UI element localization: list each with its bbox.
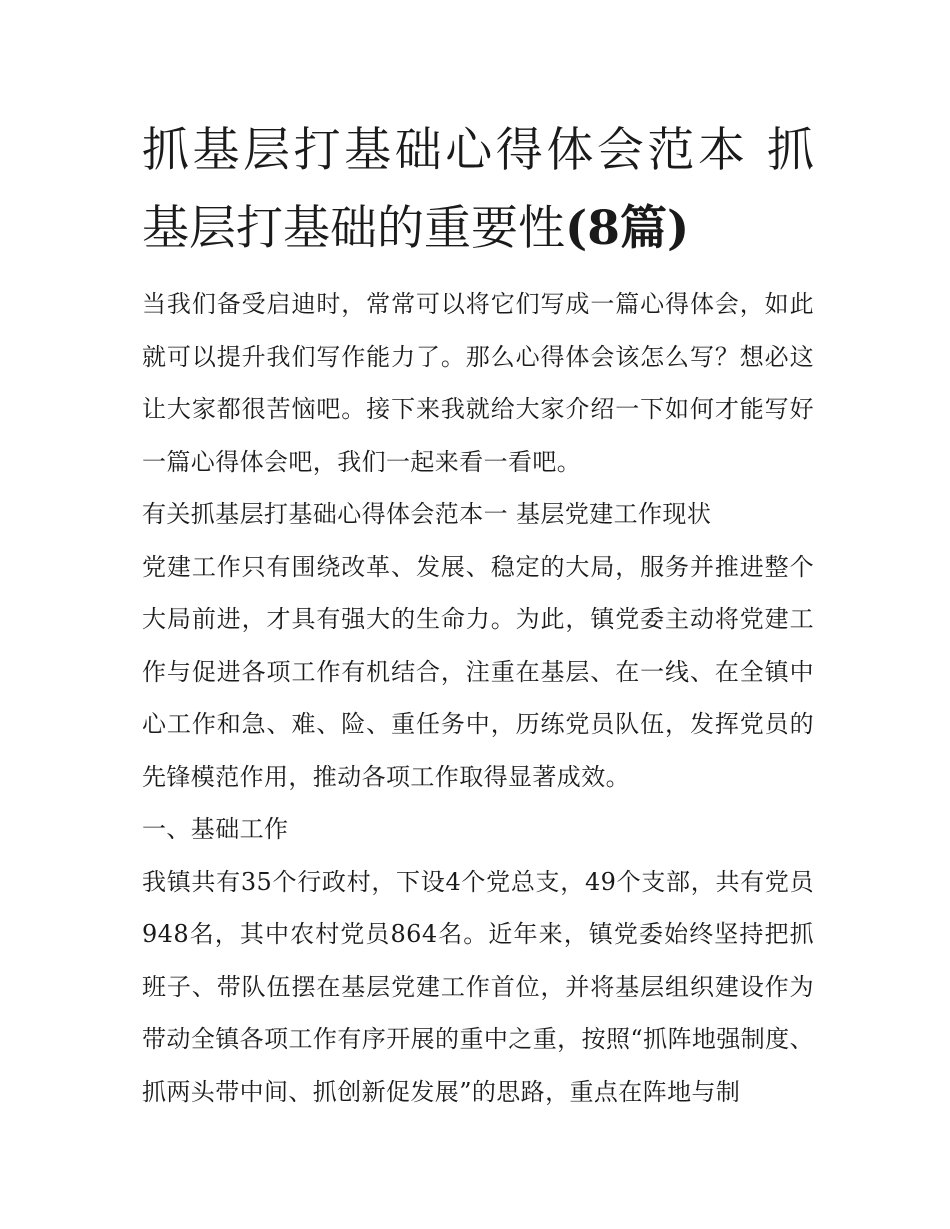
body-paragraph: 党建工作只有围绕改革、发展、稳定的大局，服务并推进整个大局前进，才具有强大的生命力。为此，镇党委主动将党建工作与促进各项工作有机结合，注重在基层、在一线、在全镇中心工作和急、难、险、重任务中，历练党员队伍，发挥党员的先锋模范作用，推动各项工作取得显著成效。: [142, 552, 814, 791]
section-heading: 有关抓基层打基础心得体会范本一 基层党建工作现状: [142, 500, 712, 528]
document-page: [142, 112, 814, 1118]
document-title-count: (8篇): [565, 201, 690, 256]
document-title-main: 抓基层打基础心得体会范本 抓基层打基础的重要性: [142, 123, 814, 256]
document-title: [142, 112, 814, 268]
subsection-heading: 一、基础工作: [142, 815, 289, 843]
intro-paragraph: 当我们备受启迪时，常常可以将它们写成一篇心得体会，如此就可以提升我们写作能力了。那么心得体会该怎么写？想必这让大家都很苦恼吧。接下来我就给大家介绍一下如何才能写好一篇心得体会吧，我们一起来看一看吧。: [142, 290, 814, 476]
body-paragraph: 我镇共有35个行政村，下设4个党总支，49个支部，共有党员948名，其中农村党员864名。近年来，镇党委始终坚持把抓班子、带队伍摆在基层党建工作首位，并将基层组织建设作为带动全镇各项工作有序开展的重中之重，按照“抓阵地强制度、抓两头带中间、抓创新促发展”的思路，重点在阵地与制: [142, 867, 814, 1106]
